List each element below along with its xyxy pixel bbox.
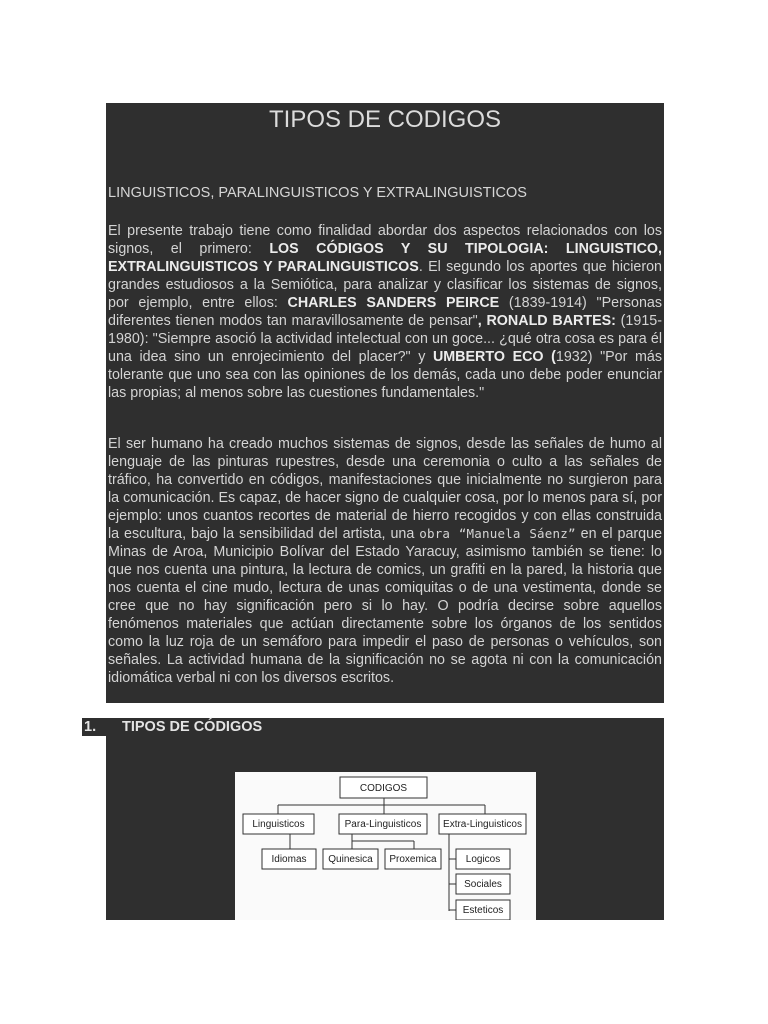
p1-text-3: (1839-1914) "Personas diferentes tienen modos tan maravillosamente de pensar" [108,295,662,329]
node-logicos: Logicos [465,854,501,865]
node-codigos: CODIGOS [359,783,408,794]
node-proxemica: Proxemica [389,854,437,865]
paragraph-1 [108,222,662,402]
node-idiomas: Idiomas [271,854,307,865]
section-number: 1. [84,719,97,735]
text-block [106,103,664,703]
node-esteticos: Esteticos [462,905,504,916]
p1-text-1: El presente trabajo tiene como finalidad abordar dos aspectos relacionados con los signos, el primero: [108,223,662,257]
p1-bold-1: LOS CÓDIGOS Y SU TIPOLOGIA: LINGUISTICO, EXTRALINGUISTICOS Y PARALINGUISTICOS [108,241,663,275]
node-sociales: Sociales [464,879,502,890]
p1-bold-2: CHARLES SANDERS PEIRCE [287,295,500,311]
node-extra-linguisticos: Extra-Linguisticos [443,819,522,830]
p1-bold-4: UMBERTO ECO ( [432,349,556,365]
p2-text-2: en el parque Minas de Aroa, Municipio Bolívar del Estado Yaracuy, asimismo también se tiene: lo que nos cuenta una pintura, la lectura de comics, un grafiti en la pared, la historia que nos cuenta el cine mudo, lectura de unas comiquitas o de una vestimenta, donde se cree que no hay significación pero si lo hay. O podría decirse sobre aquellos fenómenos materiales que actúan directamente sobre los órganos de los sentidos como la luz roja de un semáforo para impedir el paso de personas o vehículos, son señales. La actividad humana de la significación no se agota ni con la comunicación idiomática verbal ni con los diversos escritos. [108,526,663,686]
codes-diagram [235,772,536,920]
section-title: TIPOS DE CÓDIGOS [122,719,263,735]
diagram-boxes [243,777,526,920]
paragraph-2 [108,435,662,687]
page-title: TIPOS DE CODIGOS [268,106,502,133]
codes-diagram-svg [235,772,536,920]
p1-text-5: 1932) "Por más tolerante que uno sea con las opiniones de los demás, cada uno debe poder enunciar las propias; al menos sobre las cuestiones fundamentales." [108,349,662,401]
subtitle: LINGUISTICOS, PARALINGUISTICOS Y EXTRALINGUISTICOS [108,185,527,201]
p1-text-2: . El segundo los aportes que hicieron grandes estudiosos a la Semiótica, para analizar y clasificar los sistemas de signos, por ejemplo, entre ellos: [108,259,662,311]
p2-mono-text: obra “Manuela Sáenz” [419,526,576,541]
p1-bold-3: , RONALD BARTES: [477,313,616,329]
section-heading [84,718,262,736]
p1-text-4: (1915-1980): "Siempre asoció la actividad intelectual con un goce... ¿qué otra cosa es para él una idea sino un enrojecimiento del placer?" y [108,313,662,365]
node-quinesica: Quinesica [328,854,373,865]
node-linguisticos: Linguisticos [252,819,305,830]
node-para-linguisticos: Para-Linguisticos [344,819,422,830]
p2-text-1: El ser humano ha creado muchos sistemas de signos, desde las señales de humo al lenguaje de las pinturas rupestres, desde una ceremonia o culto a las señales de tráfico, ha convertido en códigos, manifestaciones que inicialmente no surgieron para la comunicación. Es capaz, de hacer signo de cualquier cosa, por lo menos para sí, por ejemplo: unos cuantos recortes de material de hierro recogidos y con ellas construida la escultura, bajo la sensibilidad del artista, una [108,436,662,542]
